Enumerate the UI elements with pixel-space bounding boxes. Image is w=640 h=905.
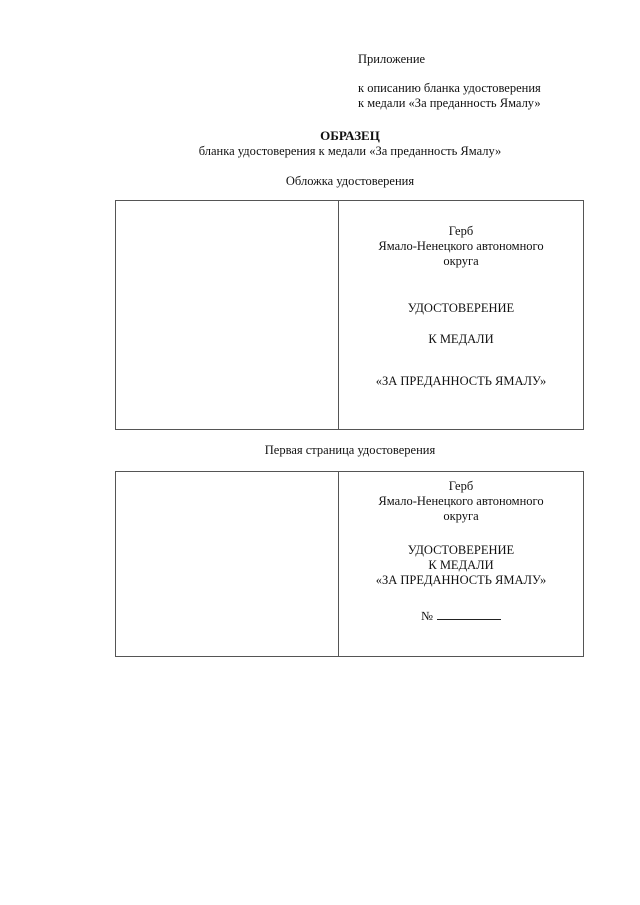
- cover-right-panel: [339, 201, 583, 389]
- cover-certificate-title: УДОСТОВЕРЕНИЕ: [407, 301, 515, 315]
- first-page-emblem-label: Герб: [448, 479, 474, 493]
- first-page-number-label: №: [421, 609, 433, 623]
- appendix-heading: Приложение: [358, 52, 426, 66]
- first-page-region-line-1: Ямало-Ненецкого автономного: [378, 494, 544, 508]
- first-page-region-line-2: округа: [443, 509, 479, 523]
- appendix-line-2: к медали «За преданность Ямалу»: [358, 96, 541, 110]
- cover-medal-name: «ЗА ПРЕДАННОСТЬ ЯМАЛУ»: [375, 374, 547, 388]
- first-page-medal-name: «ЗА ПРЕДАННОСТЬ ЯМАЛУ»: [375, 573, 547, 587]
- first-page-number-row: [339, 609, 583, 624]
- page-subtitle: бланка удостоверения к медали «За преданность Ямалу»: [198, 144, 502, 158]
- cover-caption: Обложка удостоверения: [285, 174, 415, 188]
- first-page-certificate-title: УДОСТОВЕРЕНИЕ: [407, 543, 515, 557]
- appendix-block: [358, 52, 541, 111]
- cover-region-line-1: Ямало-Ненецкого автономного: [378, 239, 544, 253]
- first-page-to-medal: К МЕДАЛИ: [428, 558, 494, 572]
- cover-to-medal: К МЕДАЛИ: [428, 332, 494, 346]
- first-page-caption: Первая страница удостоверения: [264, 443, 436, 457]
- cover-sample-box: [115, 200, 584, 430]
- cover-emblem-label: Герб: [448, 224, 474, 238]
- appendix-line-1: к описанию бланка удостоверения: [358, 81, 541, 95]
- cover-region-line-2: округа: [443, 254, 479, 268]
- first-page-right-panel: [339, 472, 583, 624]
- first-page-sample-box: [115, 471, 584, 657]
- appendix-spacer: [358, 67, 541, 81]
- page-title: ОБРАЗЕЦ: [320, 128, 380, 143]
- first-page-number-blank: [437, 609, 501, 620]
